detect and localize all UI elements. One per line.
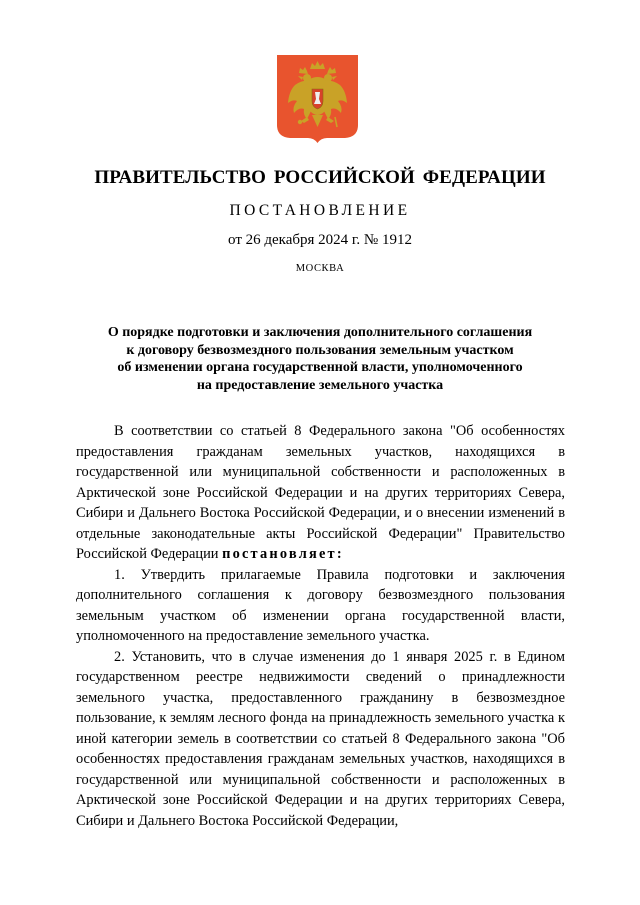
document-heading bbox=[60, 324, 580, 394]
coat-of-arms-icon bbox=[277, 55, 358, 143]
heading-line: О порядке подготовки и заключения дополнительного соглашения bbox=[107, 325, 533, 340]
heading-line: об изменении органа государственной власти, уполномоченного bbox=[117, 360, 523, 375]
document-body bbox=[76, 421, 565, 831]
heading-line: к договору безвозмездного пользования земельным участком bbox=[126, 342, 514, 358]
government-title: ПРАВИТЕЛЬСТВО РОССИЙСКОЙ ФЕДЕРАЦИИ bbox=[94, 167, 546, 188]
document-city: МОСКВА bbox=[295, 263, 345, 274]
decree-word: постановляет: bbox=[222, 546, 344, 562]
paragraph-2: 2. Установить, что в случае изменения до 1 января 2025 г. в Едином государственном реестре недвижимости сведений о принадлежности земельного участка, предоставленного гражданину в безвозмездное пользование, к землям лесного фонда на принадлежность земельного участка к иной категории земель в соответствии со статьей 8 Федерального закона "Об особенностях предоставления гражданам земельных участков, находящихся в государственной или муниципальной собственности и расположенных в Арктической зоне Российской Федерации и на других территориях Севера, Сибири и Дальнего Востока Российской Федерации, bbox=[76, 648, 565, 829]
preamble-paragraph bbox=[76, 421, 565, 565]
document-type: ПОСТАНОВЛЕНИЕ bbox=[229, 202, 411, 219]
heading-line: на предоставление земельного участка bbox=[196, 377, 444, 393]
document-date-number: от 26 декабря 2024 г. № 1912 bbox=[228, 232, 412, 248]
preamble-text: В соответствии со статьей 8 Федерального закона "Об особенностях предоставления гражданам земельных участков, находящихся в государственной или муниципальной собственности и расположенных в Арктической зоне Российской Федерации и на других территориях Севера, Сибири и Дальнего Востока Российской Федерации, и о внесении изменений в отдельные законодательные акты Российской Федерации" Правительство Российской Федерации bbox=[76, 423, 565, 562]
paragraph-1: 1. Утвердить прилагаемые Правила подготовки и заключения дополнительного соглашения к договору безвозмездного пользования земельным участком об изменении органа государственной власти, уполномоченного на предоставление земельного участка. bbox=[76, 566, 565, 644]
